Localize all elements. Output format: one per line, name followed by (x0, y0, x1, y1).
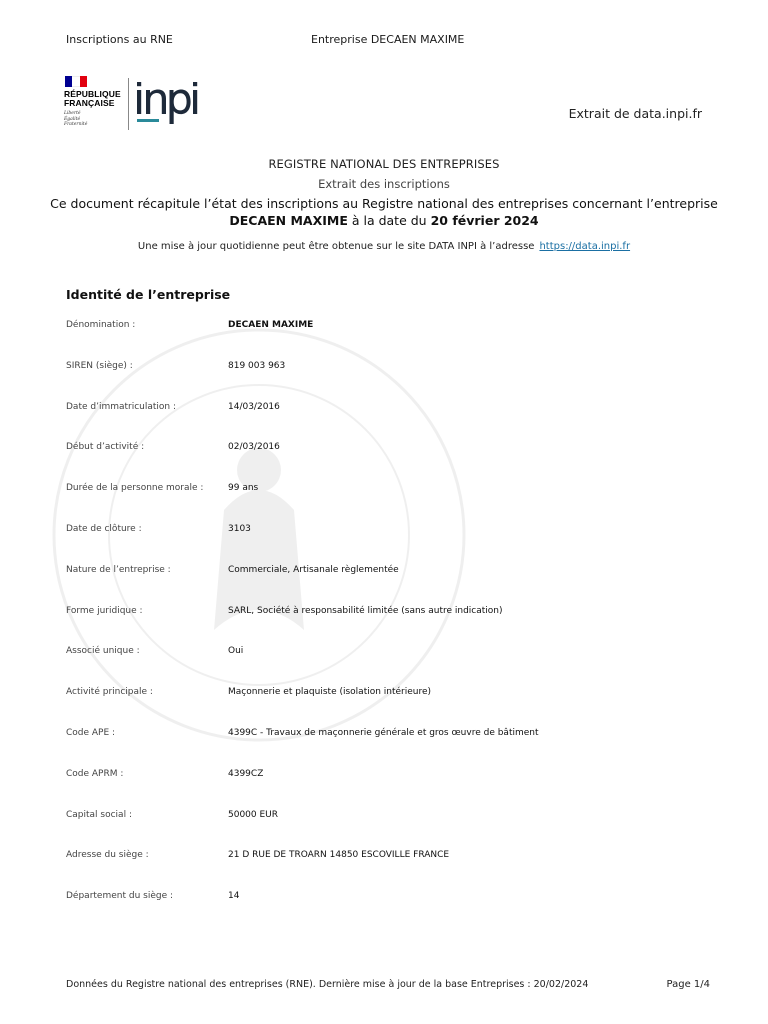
field-label: Dénomination : (66, 320, 136, 330)
field-row-debut-activite (66, 442, 706, 483)
field-row-date-immatriculation (66, 402, 706, 443)
field-label: Forme juridique : (66, 605, 143, 616)
extract-date: 20 février 2024 (430, 213, 539, 228)
field-row-departement-siege (66, 891, 706, 932)
field-value: SARL, Société à responsabilité limitée (sans autre indication) (228, 605, 503, 616)
identity-fields (66, 320, 706, 932)
field-row-capital-social (66, 810, 706, 851)
field-label: Durée de la personne morale : (66, 483, 204, 494)
field-value: 4399CZ (228, 768, 264, 779)
field-label: Début d’activité : (66, 442, 145, 453)
field-row-nature (66, 565, 706, 606)
field-value: 50000 EUR (228, 809, 279, 820)
field-value: 14/03/2016 (228, 401, 280, 412)
field-value: Maçonnerie et plaquiste (isolation intérieure) (228, 687, 432, 698)
registre-subtitle: Extrait des inscriptions (318, 177, 450, 191)
field-label: Adresse du siège : (66, 850, 149, 861)
field-row-adresse-siege (66, 850, 706, 891)
field-label: Activité principale : (66, 687, 153, 698)
field-row-associe-unique (66, 646, 706, 687)
company-date-line (0, 213, 768, 228)
devise-liberte: Liberté (64, 111, 81, 116)
page-footer (66, 979, 710, 993)
field-value: 21 D RUE DE TROARN 14850 ESCOVILLE FRANCE (228, 850, 450, 861)
date-prefix: à la date du (347, 213, 431, 228)
field-value: 02/03/2016 (228, 442, 280, 453)
logo-divider (128, 78, 129, 130)
field-row-siren (66, 361, 706, 402)
field-label: Date de clôture : (66, 523, 142, 534)
inpi-logo (136, 82, 198, 124)
field-row-code-aprm (66, 769, 706, 810)
field-label: Code APE : (66, 727, 116, 738)
company-name: DECAEN MAXIME (229, 213, 348, 228)
logo-block (64, 76, 204, 134)
field-row-denomination (66, 320, 706, 361)
field-value: Commerciale, Artisanale règlementée (228, 564, 399, 575)
field-label: Nature de l’entreprise : (66, 564, 171, 575)
field-label: Code APRM : (66, 768, 124, 779)
data-inpi-link[interactable]: https://data.inpi.fr (539, 241, 631, 252)
devise-egalite: Égalité (64, 116, 81, 122)
document-title-block (0, 157, 768, 252)
running-header (66, 33, 728, 49)
footer-text: Données du Registre national des entreprises (RNE). Dernière mise à jour de la base Entreprises : 20/02/2024 (66, 979, 589, 990)
running-header-left: Inscriptions au RNE (66, 33, 173, 46)
field-label: Associé unique : (66, 646, 140, 657)
field-value: 819 003 963 (228, 360, 286, 371)
field-row-activite-principale (66, 687, 706, 728)
republique-line-2: FRANÇAISE (64, 98, 115, 108)
republique-line-1: RÉPUBLIQUE (64, 89, 121, 99)
field-value: 99 ans (228, 483, 259, 494)
field-value: 14 (228, 891, 240, 902)
page-number: Page 1/4 (666, 979, 710, 990)
field-row-code-ape (66, 728, 706, 769)
field-value: 4399C - Travaux de maçonnerie générale et gros œuvre de bâtiment (228, 727, 539, 738)
document-description: Ce document récapitule l’état des inscriptions au Registre national des entreprises concernant l’entreprise (50, 196, 718, 211)
field-row-duree (66, 483, 706, 524)
field-label: Capital social : (66, 809, 132, 820)
registre-title: REGISTRE NATIONAL DES ENTREPRISES (268, 157, 500, 171)
field-value: DECAEN MAXIME (228, 320, 314, 330)
field-label: Date d’immatriculation : (66, 401, 177, 412)
devise-fraternite: Fraternité (64, 122, 88, 127)
field-value: 3103 (228, 523, 251, 534)
update-text: Une mise à jour quotidienne peut être obtenue sur le site DATA INPI à l’adresse (137, 241, 535, 252)
running-header-center: Entreprise DECAEN MAXIME (311, 33, 465, 46)
tricolor-flag-icon (65, 76, 87, 87)
update-notice (0, 241, 768, 252)
field-label: Département du siège : (66, 891, 174, 902)
field-label: SIREN (siège) : (66, 360, 133, 371)
field-row-forme-juridique (66, 606, 706, 647)
republique-francaise-logo (64, 76, 124, 128)
section-title-identite: Identité de l’entreprise (66, 287, 231, 302)
field-row-date-cloture (66, 524, 706, 565)
extrait-source: Extrait de data.inpi.fr (568, 106, 702, 121)
field-value: Oui (228, 646, 244, 657)
